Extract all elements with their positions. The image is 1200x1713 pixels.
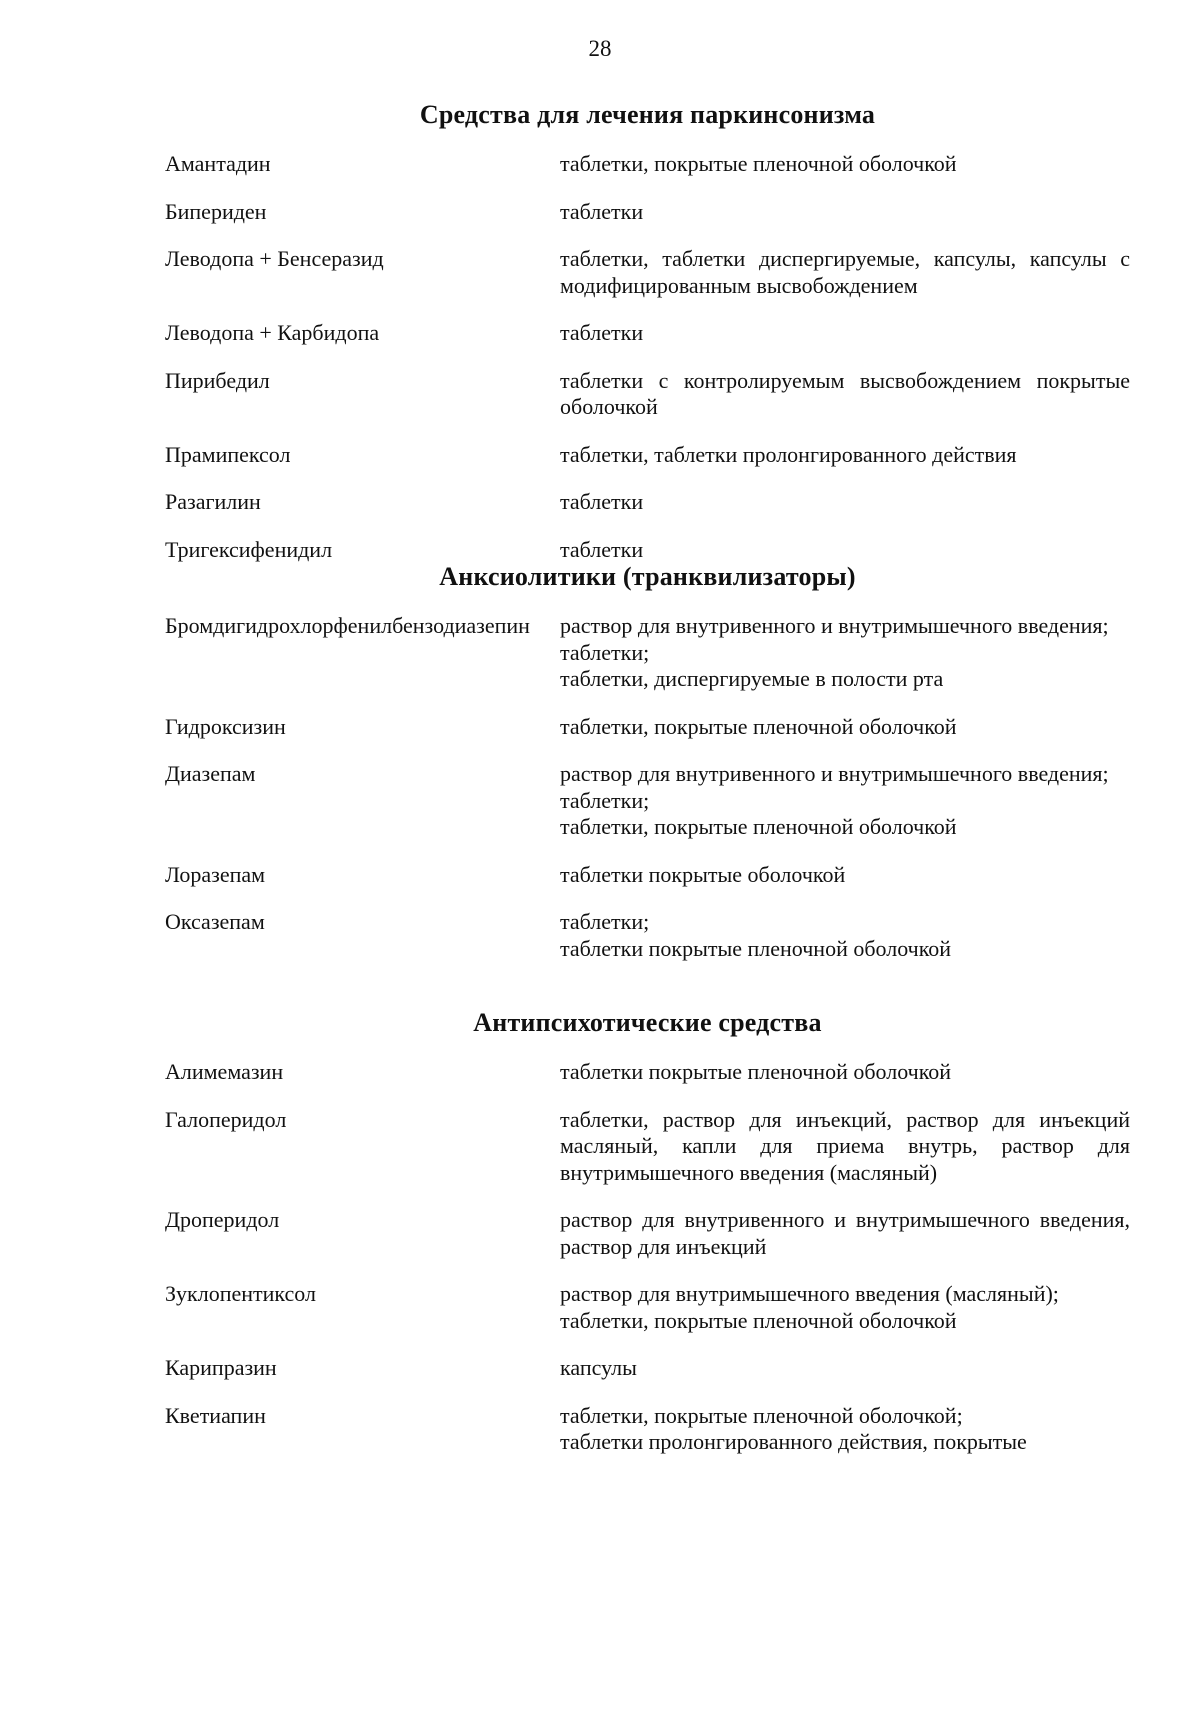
drug-row <box>165 246 1130 299</box>
drug-name: Диазепам <box>165 761 256 786</box>
dosage-forms <box>560 489 1130 516</box>
dosage-forms <box>560 442 1130 469</box>
drug-row <box>165 442 1130 469</box>
drug-name: Лоразепам <box>165 861 266 887</box>
drug-row <box>165 151 1130 178</box>
dosage-form-line: таблетки покрытые пленочной оболочкой <box>560 935 952 961</box>
dosage-form-line: таблетки покрытые пленочной оболочкой <box>560 1059 952 1084</box>
dosage-form-line: таблетки, диспергируемые в полости рта <box>560 666 944 691</box>
drug-row <box>165 1355 1130 1382</box>
dosage-forms <box>560 1355 1130 1382</box>
dosage-form-line: таблетки пролонгированного действия, покрытые <box>560 1429 1027 1454</box>
dosage-form-line: таблетки; <box>560 909 650 934</box>
dosage-form-line: раствор для внутривенного и внутримышечного введения; <box>560 613 1109 638</box>
drug-name: Пирибедил <box>165 367 270 393</box>
dosage-form-line: таблетки <box>560 536 644 562</box>
drug-row <box>165 537 1130 564</box>
drug-name: Галоперидол <box>165 1106 287 1132</box>
dosage-form-line: таблетки, покрытые пленочной оболочкой <box>560 713 957 739</box>
drug-row <box>165 1107 1130 1187</box>
dosage-form-line: таблетки покрытые оболочкой <box>560 861 846 887</box>
drug-name: Гидроксизин <box>165 713 286 739</box>
drug-row <box>165 1059 1130 1086</box>
drug-name: Прамипексол <box>165 441 291 467</box>
section-parkinsonism <box>165 100 1130 563</box>
dosage-form-line: таблетки, покрытые пленочной оболочкой <box>560 151 957 176</box>
dosage-forms <box>560 714 1130 741</box>
dosage-forms <box>560 199 1130 226</box>
drug-name: Разагилин <box>165 489 261 514</box>
drug-name: Карипразин <box>165 1355 277 1380</box>
drug-row <box>165 862 1130 889</box>
dosage-forms <box>560 862 1130 889</box>
drug-name: Дроперидол <box>165 1207 280 1232</box>
dosage-forms <box>560 368 1130 421</box>
dosage-form-line: таблетки, покрытые пленочной оболочкой <box>560 1307 957 1333</box>
drug-row <box>165 368 1130 421</box>
dosage-forms <box>560 1107 1130 1187</box>
dosage-form-line: таблетки <box>560 320 644 345</box>
dosage-form-line: капсулы <box>560 1355 637 1380</box>
drug-row <box>165 199 1130 226</box>
drug-name: Кветиапин <box>165 1402 266 1428</box>
dosage-form-line: таблетки <box>560 489 644 514</box>
drug-row <box>165 613 1130 693</box>
drug-name: Зуклопентиксол <box>165 1281 316 1306</box>
drug-name: Алимемазин <box>165 1059 284 1084</box>
dosage-forms <box>560 320 1130 347</box>
dosage-form-line: раствор для внутривенного и внутримышечного введения; <box>560 761 1109 786</box>
dosage-forms <box>560 1059 1130 1086</box>
dosage-form-line: таблетки, таблетки пролонгированного действия <box>560 441 1017 467</box>
dosage-forms <box>560 151 1130 178</box>
section-title: Антипсихотические средства <box>473 1008 822 1037</box>
drug-name: Тригексифенидил <box>165 536 333 562</box>
dosage-forms <box>560 246 1130 299</box>
drug-row <box>165 1403 1130 1456</box>
drug-row <box>165 320 1130 347</box>
dosage-forms <box>560 1207 1130 1260</box>
drug-name: Леводопа + Бенсеразид <box>165 246 384 271</box>
drug-name: Леводопа + Карбидопа <box>165 320 380 345</box>
drug-row <box>165 1281 1130 1334</box>
dosage-form-line: таблетки <box>560 198 644 224</box>
dosage-form-line: таблетки, таблетки диспергируемые, капсулы, капсулы с модифицированным высвобождением <box>560 246 1130 298</box>
drug-name: Бипериден <box>165 198 267 224</box>
drug-name: Амантадин <box>165 151 271 176</box>
dosage-forms <box>560 909 1130 962</box>
dosage-form-line: таблетки; <box>560 639 650 665</box>
dosage-form-line: таблетки, покрытые пленочной оболочкой; <box>560 1402 963 1428</box>
page-number: 28 <box>588 36 612 61</box>
dosage-form-line: таблетки, покрытые пленочной оболочкой <box>560 814 957 839</box>
drug-name: Оксазепам <box>165 909 265 934</box>
section-antipsychotics <box>165 1008 1130 1456</box>
dosage-forms <box>560 1281 1130 1334</box>
dosage-forms <box>560 1403 1130 1456</box>
drug-name: Бромдигидрохлорфенилбензодиазепин <box>165 613 530 638</box>
section-anxiolytics <box>165 562 1130 962</box>
drug-row <box>165 489 1130 516</box>
dosage-form-line: таблетки с контролируемым высвобождением покрытые оболочкой <box>560 367 1130 419</box>
section-title: Средства для лечения паркинсонизма <box>419 100 876 129</box>
dosage-form-line: таблетки; <box>560 787 650 813</box>
drug-row <box>165 1207 1130 1260</box>
section-title: Анксиолитики (транквилизаторы) <box>439 562 856 591</box>
drug-row <box>165 714 1130 741</box>
dosage-forms <box>560 613 1130 693</box>
dosage-form-line: раствор для внутримышечного введения (масляный); <box>560 1281 1059 1306</box>
dosage-forms <box>560 537 1130 564</box>
dosage-forms <box>560 761 1130 841</box>
drug-row <box>165 909 1130 962</box>
dosage-form-line: таблетки, раствор для инъекций, раствор для инъекций масляный, капли для приема внутрь, раствор для внутримышечного введения (масляный) <box>560 1106 1130 1185</box>
dosage-form-line: раствор для внутривенного и внутримышечного введения, раствор для инъекций <box>560 1207 1130 1259</box>
drug-row <box>165 761 1130 841</box>
